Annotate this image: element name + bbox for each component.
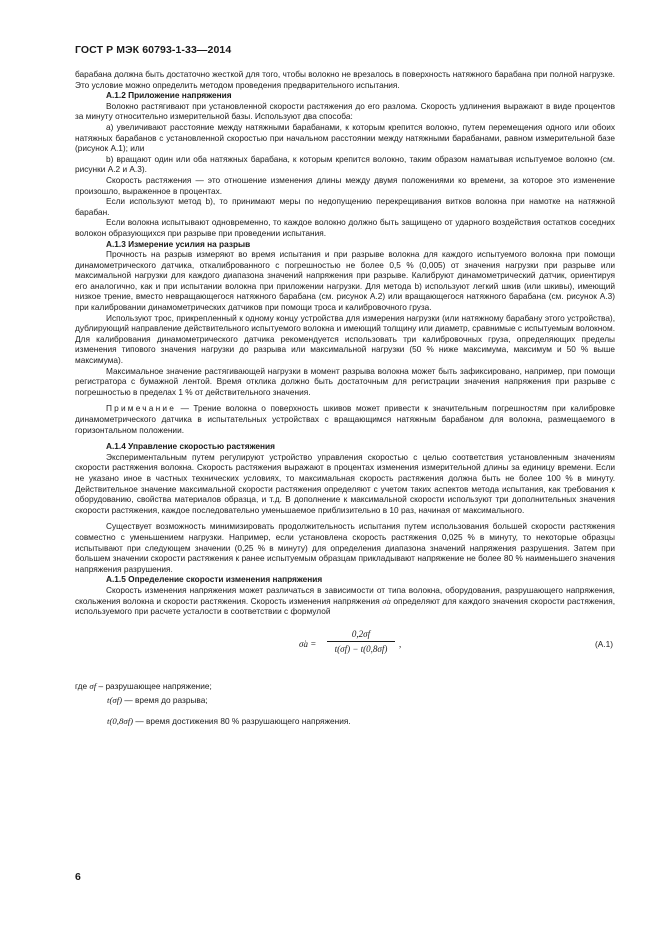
definition-text: — время достижения 80 % разрушающего напряжения. <box>133 715 351 726</box>
formula-denominator: t(σf) − t(0,8σf) <box>334 644 388 655</box>
stress-rate-symbol: σ̇a <box>382 595 391 606</box>
page-number: 6 <box>75 871 81 883</box>
paragraph <box>75 585 615 617</box>
list-item-a: а) увеличивают расстояние между натяжными барабанами, к которым крепится волокно, путем перемещения одного или обоих натяжных барабанов с установленной скоростью при начальном расстоянии между натяжными барабанами, равном измерительной базе (рисунок А.1); или <box>75 121 615 154</box>
note-label: Примечание <box>106 403 177 414</box>
formula-fraction <box>327 629 395 655</box>
formula-numerator: 0,2σf <box>327 629 395 643</box>
paragraph: Если волокна испытывают одновременно, то каждое волокно должно быть защищено от ударного воздействия остатков соседних волокон образующихся при разрыве при проведении испытания. <box>75 217 615 238</box>
definition-item <box>75 681 615 692</box>
paragraph: Прочность на разрыв измеряют во время испытания и при разрыве волокна для каждого испытуемого волокна при помощи динамометрического датчика, откалиброванного с погрешностью не более 0,5 % (0,005) от значения нагрузки при разрыве или максимальной нагрузки для каждого диапазона значений напряжения при разрыве. Калибруют динамометрический датчик, ориентируя его аналогично, как и при испытании волокна при приложении нагрузки. Для метода b) используют легкий шкив (или шкивы), имеющий низкое трение, вместо невращающегося натяжного барабана (см. рисунок А.2) или вращающегося натяжного барабана (см. рисунок А.3) при калибровании динамометрических датчиков при помощи троса и калибровочного груза. <box>75 249 615 313</box>
list-item-b: b) вращают один или оба натяжных барабана, к которым крепится волокно, таким образом наматывая испытуемое волокно (см. рисунки А.2 и А.3). <box>75 153 615 175</box>
note-text: — Трение волокна о поверхность шкивов может привести к значительным погрешностям при калибровке динамометрического датчика в испытательных устройствах с вращающимся натяжным барабаном для волокна, размещаемого в горизонтальном положении. <box>75 403 615 435</box>
definition-symbol: t(0,8σf) <box>107 715 134 726</box>
paragraph: Максимальное значение растягивающей нагрузки в момент разрыва волокна может быть зафиксировано, например, при помощи регистратора с бумажной лентой. Время отклика должно быть достаточным для регистрации значения напряжения при разрыве с погрешностью в пределах 1 % от действительного значения. <box>75 365 615 397</box>
formula-comma: , <box>399 638 402 649</box>
paragraph: Если используют метод b), то принимают меры по недопущению перекрещивания витков волокна при намотке на натяжной барабан. <box>75 196 615 217</box>
definition-item <box>75 695 615 706</box>
definition-text: – разрушающее напряжение; <box>96 680 212 691</box>
definition-symbol: σf <box>89 680 97 691</box>
paragraph-text: Скорость изменения напряжения может различаться в зависимости от типа волокна, оборудования, разрушающего напряжения, скольжения волокна и скорости растяжения. Скорость изменения напряжения <box>75 584 615 606</box>
section-heading-a12: А.1.2 Приложение напряжения <box>106 90 232 101</box>
definitions <box>75 681 615 727</box>
paragraph: Экспериментальным путем регулируют устройство управления скоростью с целью соответствия установленным значениям скорости растяжения волокна. Скорость растяжения выражают в процентах изменения измерительной длины за единицу времени. Если не указано иное в частных технических условиях, то максимальная скорость растяжения должна быть не более 100 % в минуту. Действительное значение максимальной скорости растяжения определяют с учетом таких аспектов метода испытания, как требования к оборудованию, свойства материалов образца, и т.д. В дополнение к максимальной скорости используют три дополнительных значения скорости растяжения, каждое последовательно уменьшаемое приблизительно в 10 раз, начиная от максимального. <box>75 451 615 515</box>
page-header: ГОСТ Р МЭК 60793-1-33—2014 <box>75 44 232 56</box>
where-label: где <box>75 680 88 691</box>
section-heading-a14: А.1.4 Управление скоростью растяжения <box>106 441 275 452</box>
formula-number: (А.1) <box>595 638 613 649</box>
section-heading-a13: А.1.3 Измерение усилия на разрыв <box>106 238 251 249</box>
definition-text: — время до разрыва; <box>122 695 208 706</box>
paragraph: Скорость растяжения — это отношение изменения длины между двумя положениями ко времени, за которое это изменение произошло, выраженное в процентах. <box>75 174 615 196</box>
formula-a1 <box>75 627 615 667</box>
formula-lhs: σ̇a = <box>299 638 317 649</box>
section-heading-a15: А.1.5 Определение скорости изменения напряжения <box>106 574 323 585</box>
paragraph-text: определяют для каждого значения скорости растяжения, используемого при расчете усталости в соответствии с формулой <box>75 595 615 617</box>
paragraph: Существует возможность минимизировать продолжительность испытания путем использования большей скорости растяжения совместно с уменьшением нагрузки. Например, если установлена скорость растяжения 0,025 % в минуту, то некоторые образцы испытывают при следующем значении (0,25 % в минуту) для определения диапазона значений напряжения разрушения. Затем при большем значении скорости растяжения к ранее испытуемым образцам прикладывают напряжение не более 80 % наименьшего значения напряжения разрушения. <box>75 521 615 574</box>
definition-symbol: t(σf) <box>107 695 123 706</box>
document-body <box>75 69 615 726</box>
paragraph: Волокно растягивают при установленной скорости растяжения до его разлома. Скорость удлинения выражают в виде процентов за минуту относительно измерительной базы. Используют два способа: <box>75 100 615 122</box>
definition-item <box>75 716 615 727</box>
paragraph: Используют трос, прикрепленный к одному концу устройства для измерения нагрузки (или натяжному барабану этого устройства), дублирующий направление действительного испытуемого волокна и имеющий толщину или диаметр, сравнимые с испытуемым волокном. Для калибрования динамометрического датчика рекомендуется использовать три калибровочных груза, определяющих пределы изменения типового значения нагрузки до разрыва или максимальной нагрузки (50 % ниже максимума, максимум и 50 % выше максимума). <box>75 312 615 366</box>
note <box>75 403 615 435</box>
paragraph: барабана должна быть достаточно жесткой для того, чтобы волокно не врезалось в поверхность натяжного барабана при полной нагрузке. Это условие можно определить методом проведения предварительного испытания. <box>75 69 615 90</box>
